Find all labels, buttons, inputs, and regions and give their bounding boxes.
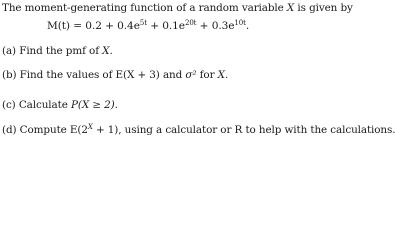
mgf-exponent-1: 5t (139, 19, 147, 27)
mgf-term-2: + 0.1e (146, 20, 185, 32)
mgf-formula (47, 21, 249, 32)
question-d (2, 125, 395, 135)
question-c-suffix: . (114, 99, 118, 111)
intro-variable: X (286, 2, 295, 14)
mgf-exponent-2: 20t (184, 19, 197, 27)
question-b-prefix: (b) Find the values of (2, 69, 116, 81)
question-d-expr-exponent: X (87, 123, 93, 131)
question-d-expr-base: E(2 (69, 124, 88, 136)
question-b-variance: σ² (185, 69, 197, 81)
intro-text: The moment-generating function of a random variable (2, 2, 287, 14)
problem-intro (2, 3, 353, 13)
question-a-suffix: . (109, 45, 113, 57)
mgf-term-3: + 0.3e (196, 20, 235, 32)
question-c-prefix: (c) Calculate (2, 99, 71, 111)
mgf-end: . (245, 20, 250, 32)
mgf-lhs: M(t) = 0.2 + 0.4e (47, 20, 140, 32)
question-a (2, 46, 113, 56)
question-b-variable: X (217, 69, 225, 81)
mgf-exponent-3: 10t (234, 19, 246, 27)
question-c (2, 100, 118, 110)
question-c-probability: P(X ≥ 2) (70, 99, 115, 111)
question-d-suffix: , using a calculator or R to help with the calculations. (118, 124, 395, 136)
question-b-for: for (196, 69, 218, 81)
question-b-suffix: . (224, 69, 229, 81)
question-a-variable: X (102, 45, 110, 57)
question-d-expr-end: + 1) (92, 124, 119, 136)
question-b (2, 70, 228, 80)
question-b-and: and (159, 69, 186, 81)
intro-end: is given by (294, 2, 353, 14)
question-d-prefix: (d) Compute (2, 124, 70, 136)
question-a-prefix: (a) Find the pmf of (2, 45, 103, 57)
question-b-expectation: E(X + 3) (115, 69, 160, 81)
